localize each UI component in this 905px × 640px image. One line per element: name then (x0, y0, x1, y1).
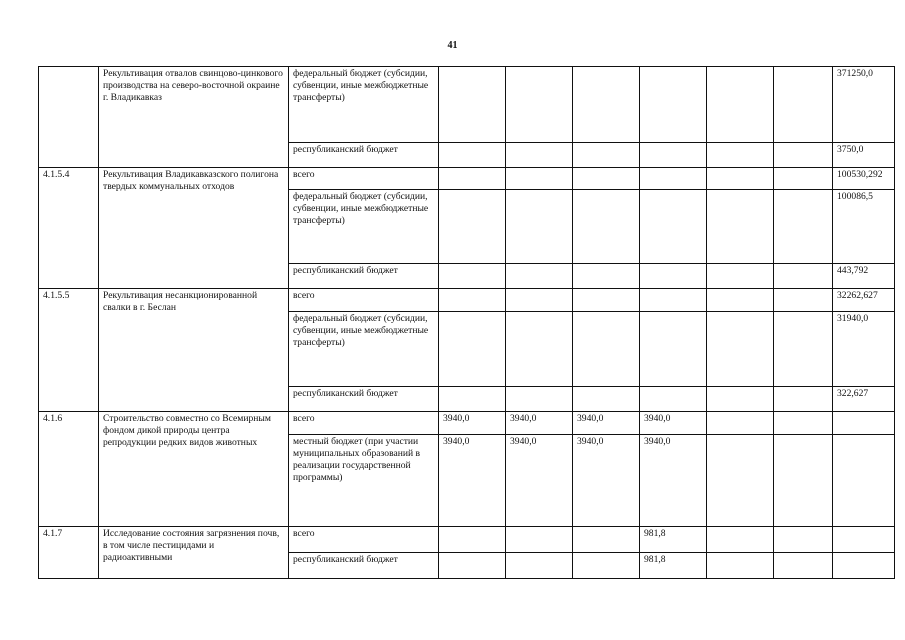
amount-cell: 3940,0 (506, 435, 573, 527)
amount-cell (774, 435, 833, 527)
total-amount (833, 435, 895, 527)
amount-cell (707, 289, 774, 312)
funding-source: республиканский бюджет (289, 553, 439, 579)
funding-source: республиканский бюджет (289, 143, 439, 168)
amount-cell (707, 67, 774, 143)
funding-source: всего (289, 289, 439, 312)
measure-name: Рекультивация отвалов свинцово-цинкового производства на северо-восточной окраине г. Владикавказ (99, 67, 289, 168)
amount-cell (640, 312, 707, 387)
amount-cell (506, 527, 573, 553)
measure-code: 4.1.5.4 (39, 168, 99, 289)
amount-cell (707, 412, 774, 435)
amount-cell (506, 143, 573, 168)
funding-source: всего (289, 527, 439, 553)
amount-cell (774, 67, 833, 143)
amount-cell: 981,8 (640, 553, 707, 579)
total-amount: 100530,292 (833, 168, 895, 190)
amount-cell (774, 412, 833, 435)
amount-cell (506, 264, 573, 289)
total-amount (833, 527, 895, 553)
table-row (39, 527, 895, 553)
amount-cell: 3940,0 (506, 412, 573, 435)
amount-cell (640, 264, 707, 289)
budget-table (38, 66, 895, 579)
amount-cell (573, 387, 640, 412)
amount-cell (573, 289, 640, 312)
funding-source: местный бюджет (при участии муниципальных образований в реализации государственной программы) (289, 435, 439, 527)
amount-cell: 3940,0 (573, 412, 640, 435)
funding-source: федеральный бюджет (субсидии, субвенции, иные межбюджетные трансферты) (289, 67, 439, 143)
funding-source: всего (289, 168, 439, 190)
amount-cell (506, 67, 573, 143)
total-amount: 31940,0 (833, 312, 895, 387)
amount-cell (774, 553, 833, 579)
measure-name: Рекультивация несанкционированной свалки в г. Беслан (99, 289, 289, 412)
amount-cell (640, 289, 707, 312)
amount-cell (439, 312, 506, 387)
table-row (39, 289, 895, 312)
table-row (39, 412, 895, 435)
total-amount (833, 553, 895, 579)
amount-cell (640, 387, 707, 412)
funding-source: республиканский бюджет (289, 387, 439, 412)
funding-source: федеральный бюджет (субсидии, субвенции, иные межбюджетные трансферты) (289, 312, 439, 387)
total-amount: 3750,0 (833, 143, 895, 168)
amount-cell: 3940,0 (439, 412, 506, 435)
amount-cell: 981,8 (640, 527, 707, 553)
funding-source: всего (289, 412, 439, 435)
measure-code: 4.1.7 (39, 527, 99, 579)
amount-cell (506, 289, 573, 312)
amount-cell (573, 168, 640, 190)
amount-cell (774, 387, 833, 412)
amount-cell (707, 168, 774, 190)
funding-source: федеральный бюджет (субсидии, субвенции, иные межбюджетные трансферты) (289, 190, 439, 264)
amount-cell (506, 312, 573, 387)
amount-cell (573, 190, 640, 264)
amount-cell: 3940,0 (640, 412, 707, 435)
amount-cell (439, 387, 506, 412)
amount-cell (774, 143, 833, 168)
measure-name: Строительство совместно со Всемирным фондом дикой природы центра репродукции редких видов животных (99, 412, 289, 527)
total-amount: 32262,627 (833, 289, 895, 312)
amount-cell (640, 67, 707, 143)
amount-cell (439, 190, 506, 264)
amount-cell: 3940,0 (573, 435, 640, 527)
page-number: 41 (447, 40, 458, 51)
amount-cell (439, 553, 506, 579)
amount-cell (506, 387, 573, 412)
amount-cell (573, 67, 640, 143)
amount-cell (506, 190, 573, 264)
table-row (39, 168, 895, 190)
amount-cell (573, 143, 640, 168)
budget-table-body (39, 67, 895, 579)
amount-cell (640, 143, 707, 168)
amount-cell (640, 168, 707, 190)
amount-cell (573, 527, 640, 553)
table-row (39, 67, 895, 143)
amount-cell (439, 264, 506, 289)
amount-cell (707, 527, 774, 553)
amount-cell (439, 168, 506, 190)
amount-cell (573, 312, 640, 387)
amount-cell (573, 264, 640, 289)
measure-name: Рекультивация Владикавказского полигона твердых коммунальных отходов (99, 168, 289, 289)
measure-code (39, 67, 99, 168)
total-amount: 371250,0 (833, 67, 895, 143)
amount-cell (774, 190, 833, 264)
amount-cell (774, 264, 833, 289)
amount-cell (506, 168, 573, 190)
amount-cell: 3940,0 (439, 435, 506, 527)
amount-cell (707, 387, 774, 412)
measure-code: 4.1.5.5 (39, 289, 99, 412)
amount-cell (707, 435, 774, 527)
amount-cell (707, 264, 774, 289)
amount-cell (707, 312, 774, 387)
amount-cell (774, 168, 833, 190)
amount-cell (707, 190, 774, 264)
amount-cell (774, 527, 833, 553)
total-amount (833, 412, 895, 435)
amount-cell (573, 553, 640, 579)
amount-cell (439, 143, 506, 168)
amount-cell (774, 312, 833, 387)
amount-cell (506, 553, 573, 579)
amount-cell (439, 289, 506, 312)
amount-cell (439, 67, 506, 143)
amount-cell (774, 289, 833, 312)
amount-cell (640, 190, 707, 264)
total-amount: 443,792 (833, 264, 895, 289)
measure-code: 4.1.6 (39, 412, 99, 527)
amount-cell (707, 143, 774, 168)
amount-cell: 3940,0 (640, 435, 707, 527)
measure-name: Исследование состояния загрязнения почв, в том числе пестицидами и радиоактивными (99, 527, 289, 579)
amount-cell (707, 553, 774, 579)
amount-cell (439, 527, 506, 553)
total-amount: 322,627 (833, 387, 895, 412)
total-amount: 100086,5 (833, 190, 895, 264)
funding-source: республиканский бюджет (289, 264, 439, 289)
